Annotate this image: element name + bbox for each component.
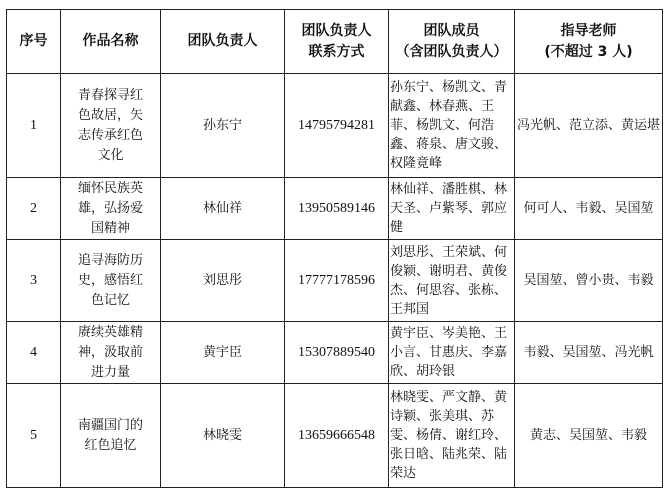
cell-no: 4: [7, 322, 61, 384]
cell-no: 3: [7, 240, 61, 322]
header-no: 序号: [7, 10, 61, 74]
header-contact-line2: 联系方式: [308, 43, 365, 60]
table-row: [7, 74, 663, 178]
table-row: [7, 240, 663, 322]
cell-work: 青春探寻红色故居，矢志传承红色文化: [61, 74, 161, 178]
cell-leader: 黄宇臣: [161, 322, 285, 384]
cell-phone: 14795794281: [285, 74, 389, 178]
header-contact-line1: 团队负责人: [301, 22, 372, 39]
header-contact: [285, 10, 389, 74]
cell-members: 黄宇臣、岑美艳、王小言、甘惠庆、李嘉欣、胡玲银: [389, 322, 515, 384]
cell-work: 缅怀民族英雄，弘扬爱国精神: [61, 178, 161, 240]
table-row: [7, 384, 663, 488]
cell-teachers: 黄志、吴国堃、韦毅: [515, 384, 663, 488]
cell-work: 赓续英雄精神，汲取前进力量: [61, 322, 161, 384]
cell-teachers: 韦毅、吴国堃、冯光帆: [515, 322, 663, 384]
header-work: 作品名称: [61, 10, 161, 74]
cell-leader: 林仙祥: [161, 178, 285, 240]
cell-members: 孙东宁、杨凯文、青献鑫、林春燕、王菲、杨凯文、何浩鑫、蒋泉、唐文骏、权隆竟峰: [389, 74, 515, 178]
header-members: [389, 10, 515, 74]
cell-members: 林晓雯、严文静、黄诗颖、张美琪、苏雯、杨倩、谢红玲、张日晗、陆兆荣、陆荣达: [389, 384, 515, 488]
cell-leader: 刘思彤: [161, 240, 285, 322]
cell-members: 刘思彤、王荣斌、何俊颖、谢明君、黄俊杰、何思容、张栋、王邦国: [389, 240, 515, 322]
cell-leader: 孙东宁: [161, 74, 285, 178]
cell-phone: 15307889540: [285, 322, 389, 384]
table-header-row: [7, 10, 663, 74]
cell-no: 1: [7, 74, 61, 178]
cell-teachers: 何可人、韦毅、吴国堃: [515, 178, 663, 240]
header-members-line1: 团队成员: [423, 22, 480, 39]
cell-no: 5: [7, 384, 61, 488]
cell-phone: 17777178596: [285, 240, 389, 322]
cell-teachers: 冯光帆、范立添、黄运堪: [515, 74, 663, 178]
header-teacher-line2: (不超过 3 人): [544, 43, 633, 60]
table-row: [7, 178, 663, 240]
table-row: [7, 322, 663, 384]
cell-phone: 13950589146: [285, 178, 389, 240]
cell-leader: 林晓雯: [161, 384, 285, 488]
cell-members: 林仙祥、潘胜棋、林天圣、卢紫琴、郭应健: [389, 178, 515, 240]
header-leader: 团队负责人: [161, 10, 285, 74]
cell-work: 追寻海防历史，感悟红色记忆: [61, 240, 161, 322]
cell-teachers: 吴国堃、曾小贵、韦毅: [515, 240, 663, 322]
header-teacher-line1: 指导老师: [560, 22, 617, 39]
team-roster-table: [6, 9, 663, 488]
cell-work: 南疆国门的红色追忆: [61, 384, 161, 488]
header-teacher: [515, 10, 663, 74]
cell-no: 2: [7, 178, 61, 240]
cell-phone: 13659666548: [285, 384, 389, 488]
header-members-line2: （含团队负责人）: [395, 43, 508, 60]
